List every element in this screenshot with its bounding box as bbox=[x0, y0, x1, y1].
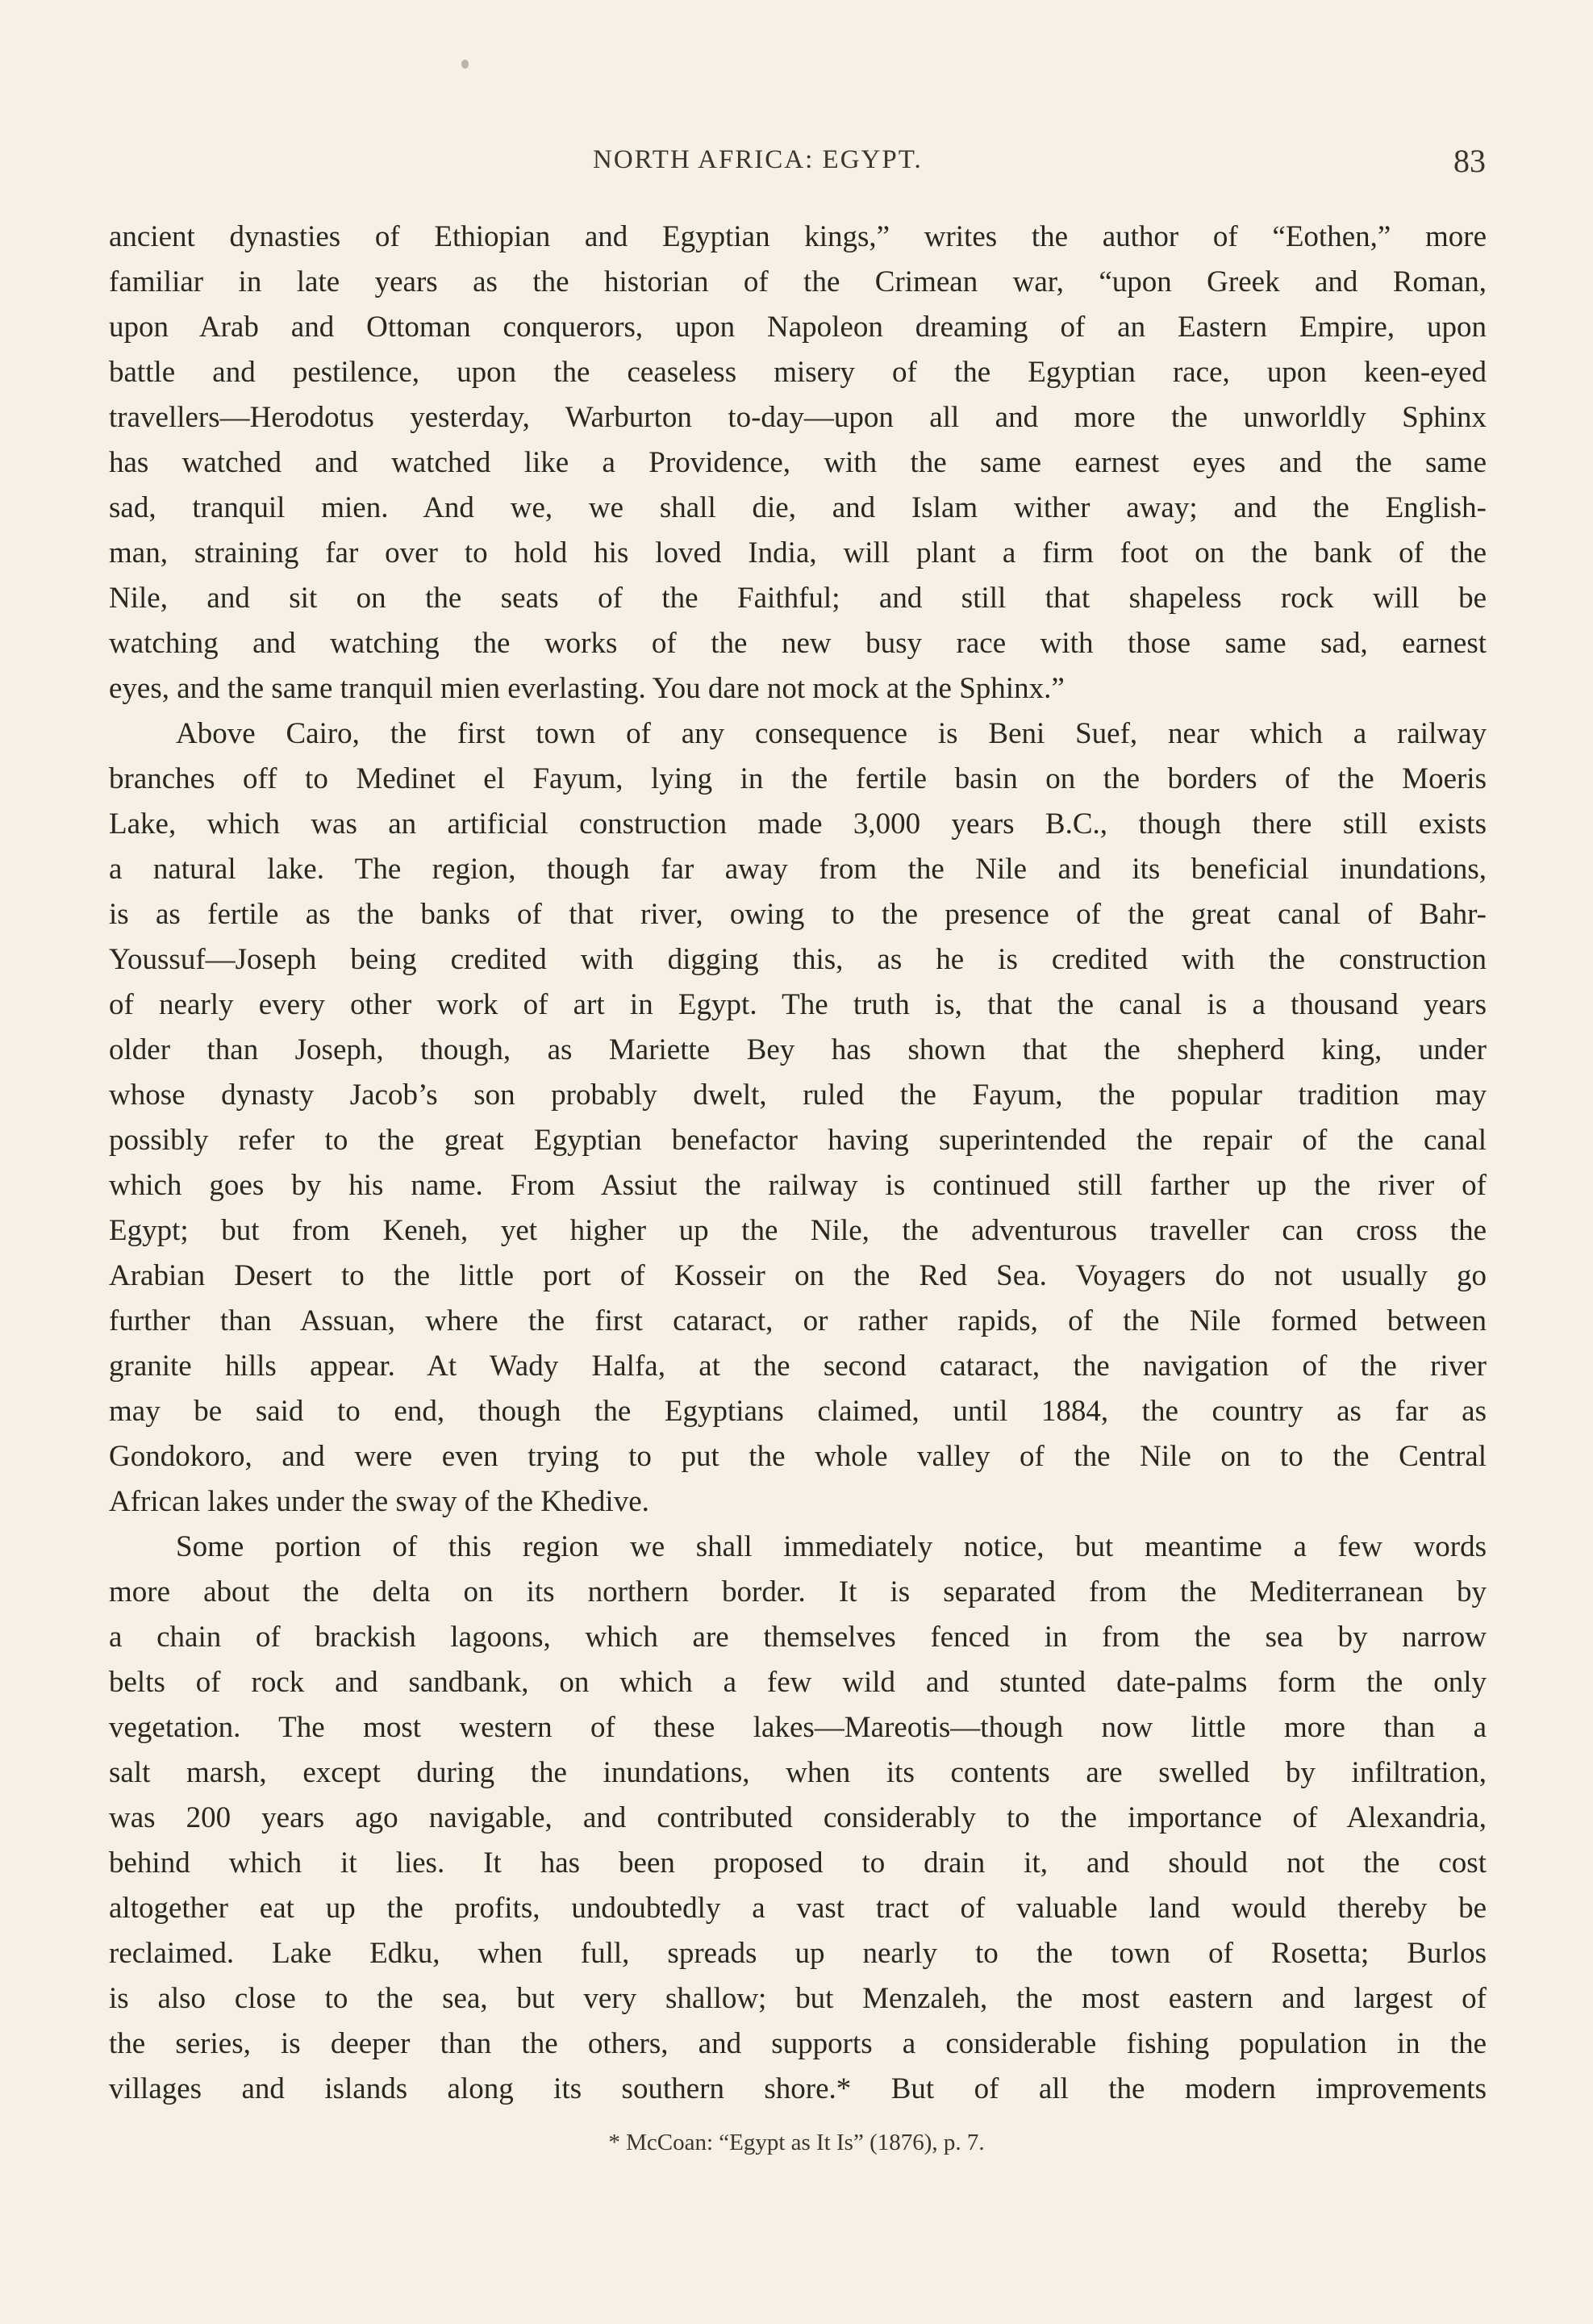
text-line: upon Arab and Ottoman conquerors, upon Napoleon dreaming of an Eastern Empire, upon bbox=[109, 311, 1487, 344]
text-line: Egypt; but from Keneh, yet higher up the Nile, the adventurous traveller can cross the bbox=[109, 1214, 1487, 1247]
paragraph-1 bbox=[109, 215, 1487, 711]
running-title: NORTH AFRICA: EGYPT. bbox=[593, 145, 923, 174]
text-line: Gondokoro, and were even trying to put the whole valley of the Nile on to the Central bbox=[109, 1440, 1487, 1473]
footnote: * McCoan: “Egypt as It Is” (1876), p. 7. bbox=[608, 2130, 985, 2155]
text-line: which goes by his name. From Assiut the railway is continued still farther up the river of bbox=[109, 1169, 1487, 1202]
text-line: a chain of brackish lagoons, which are themselves fenced in from the sea by narrow bbox=[109, 1621, 1487, 1654]
text-line: may be said to end, though the Egyptians claimed, until 1884, the country as far as bbox=[109, 1395, 1487, 1428]
text-line: older than Joseph, though, as Mariette Bey has shown that the shepherd king, under bbox=[109, 1033, 1487, 1066]
text-line: travellers—Herodotus yesterday, Warburton to-day—upon all and more the unworldly Sphinx bbox=[109, 401, 1487, 434]
text-line: a natural lake. The region, though far away from the Nile and its beneficial inundations, bbox=[109, 853, 1487, 886]
text-line: is also close to the sea, but very shallow; but Menzaleh, the most eastern and largest of bbox=[109, 1982, 1487, 2015]
text-line: granite hills appear. At Wady Halfa, at the second cataract, the navigation of the river bbox=[109, 1350, 1487, 1383]
text-line: was 200 years ago navigable, and contributed considerably to the importance of Alexandria, bbox=[109, 1801, 1487, 1834]
text-line: sad, tranquil mien. And we, we shall die, and Islam wither away; and the English- bbox=[109, 491, 1487, 524]
text-line: villages and islands along its southern shore.* But of all the modern improvements bbox=[109, 2072, 1487, 2105]
text-line: branches off to Medinet el Fayum, lying in the fertile basin on the borders of the Moeris bbox=[109, 762, 1487, 795]
paragraph-2 bbox=[109, 711, 1487, 1525]
text-line: reclaimed. Lake Edku, when full, spreads up nearly to the town of Rosetta; Burlos bbox=[109, 1937, 1487, 1970]
text-line: Youssuf—Joseph being credited with digging this, as he is credited with the construction bbox=[109, 943, 1487, 976]
text-line: has watched and watched like a Providence, with the same earnest eyes and the same bbox=[109, 446, 1487, 479]
text-line: further than Assuan, where the first cataract, or rather rapids, of the Nile formed between bbox=[109, 1304, 1487, 1337]
text-line: whose dynasty Jacob’s son probably dwelt, ruled the Fayum, the popular tradition may bbox=[109, 1079, 1487, 1112]
text-line: altogether eat up the profits, undoubtedly a vast tract of valuable land would thereby be bbox=[109, 1892, 1487, 1925]
paragraph-3 bbox=[109, 1525, 1487, 2112]
text-line: vegetation. The most western of these lakes—Mareotis—though now little more than a bbox=[109, 1711, 1487, 1744]
text-line: battle and pestilence, upon the ceaseless misery of the Egyptian race, upon keen-eyed bbox=[109, 356, 1487, 389]
text-line: ancient dynasties of Ethiopian and Egyptian kings,” writes the author of “Eothen,” more bbox=[109, 220, 1487, 253]
text-line: man, straining far over to hold his loved India, will plant a firm foot on the bank of the bbox=[109, 536, 1487, 570]
text-line: of nearly every other work of art in Egypt. The truth is, that the canal is a thousand years bbox=[109, 988, 1487, 1021]
text-line: the series, is deeper than the others, and supports a considerable fishing population in the bbox=[109, 2027, 1487, 2060]
text-line: belts of rock and sandbank, on which a few wild and stunted date-palms form the only bbox=[109, 1666, 1487, 1699]
text-line: is as fertile as the banks of that river, owing to the presence of the great canal of Bahr- bbox=[109, 898, 1487, 931]
text-line: possibly refer to the great Egyptian benefactor having superintended the repair of the canal bbox=[109, 1124, 1487, 1157]
text-line: more about the delta on its northern border. It is separated from the Mediterranean by bbox=[109, 1575, 1487, 1608]
text-line: Nile, and sit on the seats of the Faithful; and still that shapeless rock will be bbox=[109, 582, 1487, 615]
text-line: behind which it lies. It has been proposed to drain it, and should not the cost bbox=[109, 1846, 1487, 1880]
body-text bbox=[109, 215, 1487, 2112]
text-line: watching and watching the works of the new busy race with those same sad, earnest bbox=[109, 627, 1487, 660]
text-line: eyes, and the same tranquil mien everlasting. You dare not mock at the Sphinx.” bbox=[109, 672, 1065, 705]
text-line: Above Cairo, the first town of any consequence is Beni Suef, near which a railway bbox=[176, 717, 1487, 750]
running-head bbox=[0, 142, 1593, 182]
text-line: salt marsh, except during the inundations, when its contents are swelled by infiltration, bbox=[109, 1756, 1487, 1789]
page-number: 83 bbox=[1453, 143, 1486, 179]
text-line: Arabian Desert to the little port of Kosseir on the Red Sea. Voyagers do not usually go bbox=[109, 1259, 1487, 1292]
text-line: familiar in late years as the historian of the Crimean war, “upon Greek and Roman, bbox=[109, 265, 1487, 298]
ink-speck bbox=[461, 60, 469, 69]
text-line: Lake, which was an artificial construction made 3,000 years B.C., though there still exists bbox=[109, 807, 1487, 841]
text-line: African lakes under the sway of the Khedive. bbox=[109, 1485, 649, 1518]
text-line: Some portion of this region we shall immediately notice, but meantime a few words bbox=[176, 1530, 1487, 1563]
